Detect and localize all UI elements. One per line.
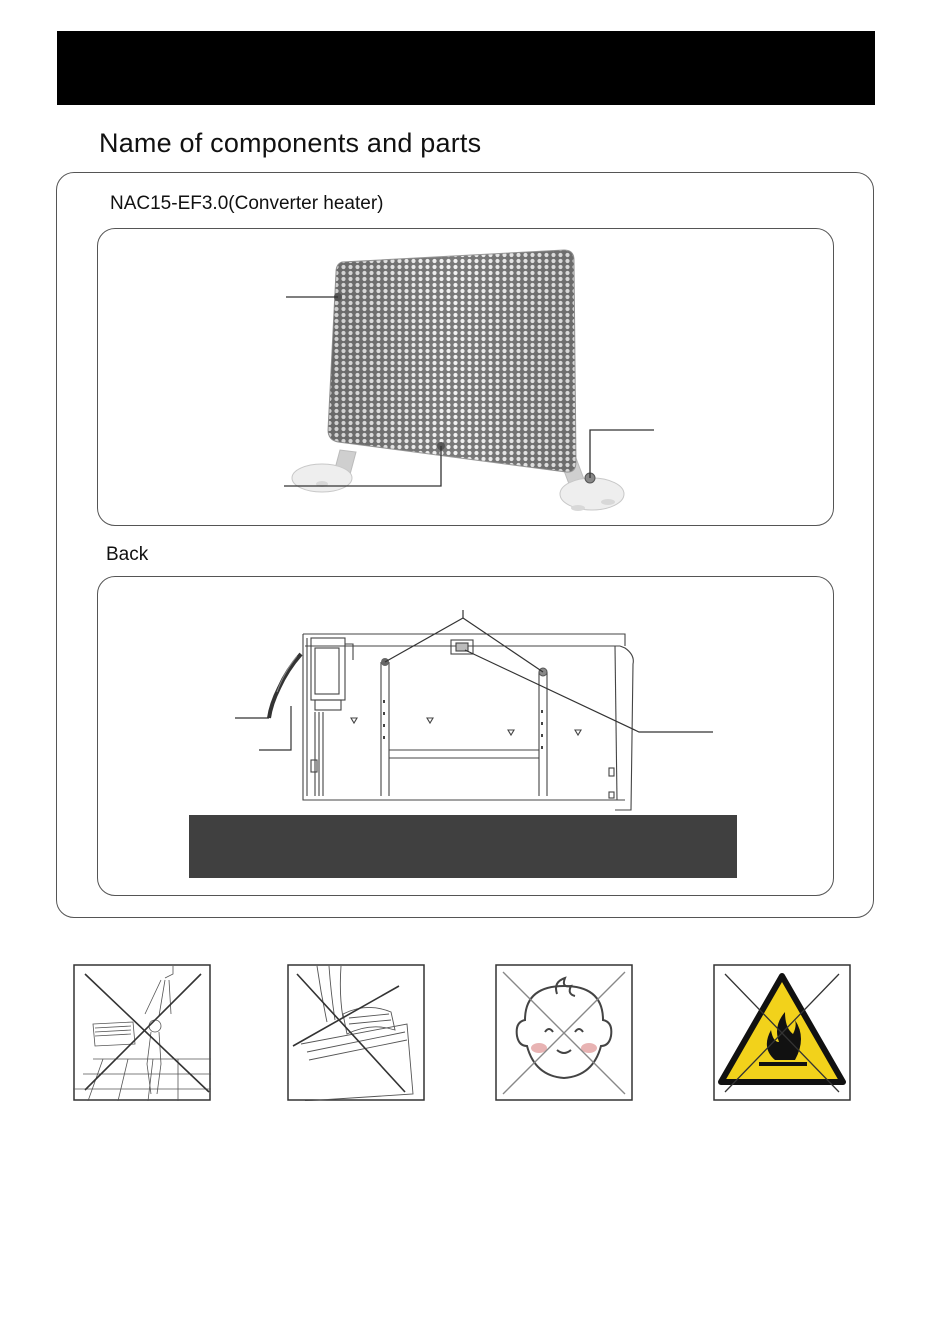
heater-back-illustration <box>225 600 725 815</box>
do-not-cover-heater-icon <box>287 964 425 1101</box>
heater-front-illustration <box>270 240 660 520</box>
header-bar <box>57 31 875 105</box>
back-label: Back <box>106 544 149 565</box>
flammable-warning-icon <box>713 964 851 1101</box>
model-label: NAC15-EF3.0(Converter heater) <box>110 193 384 214</box>
page-title: Name of components and parts <box>99 128 482 158</box>
child-prohibited-icon <box>495 964 633 1101</box>
description-band <box>189 815 737 878</box>
shower-bathroom-prohibited-icon <box>73 964 211 1101</box>
